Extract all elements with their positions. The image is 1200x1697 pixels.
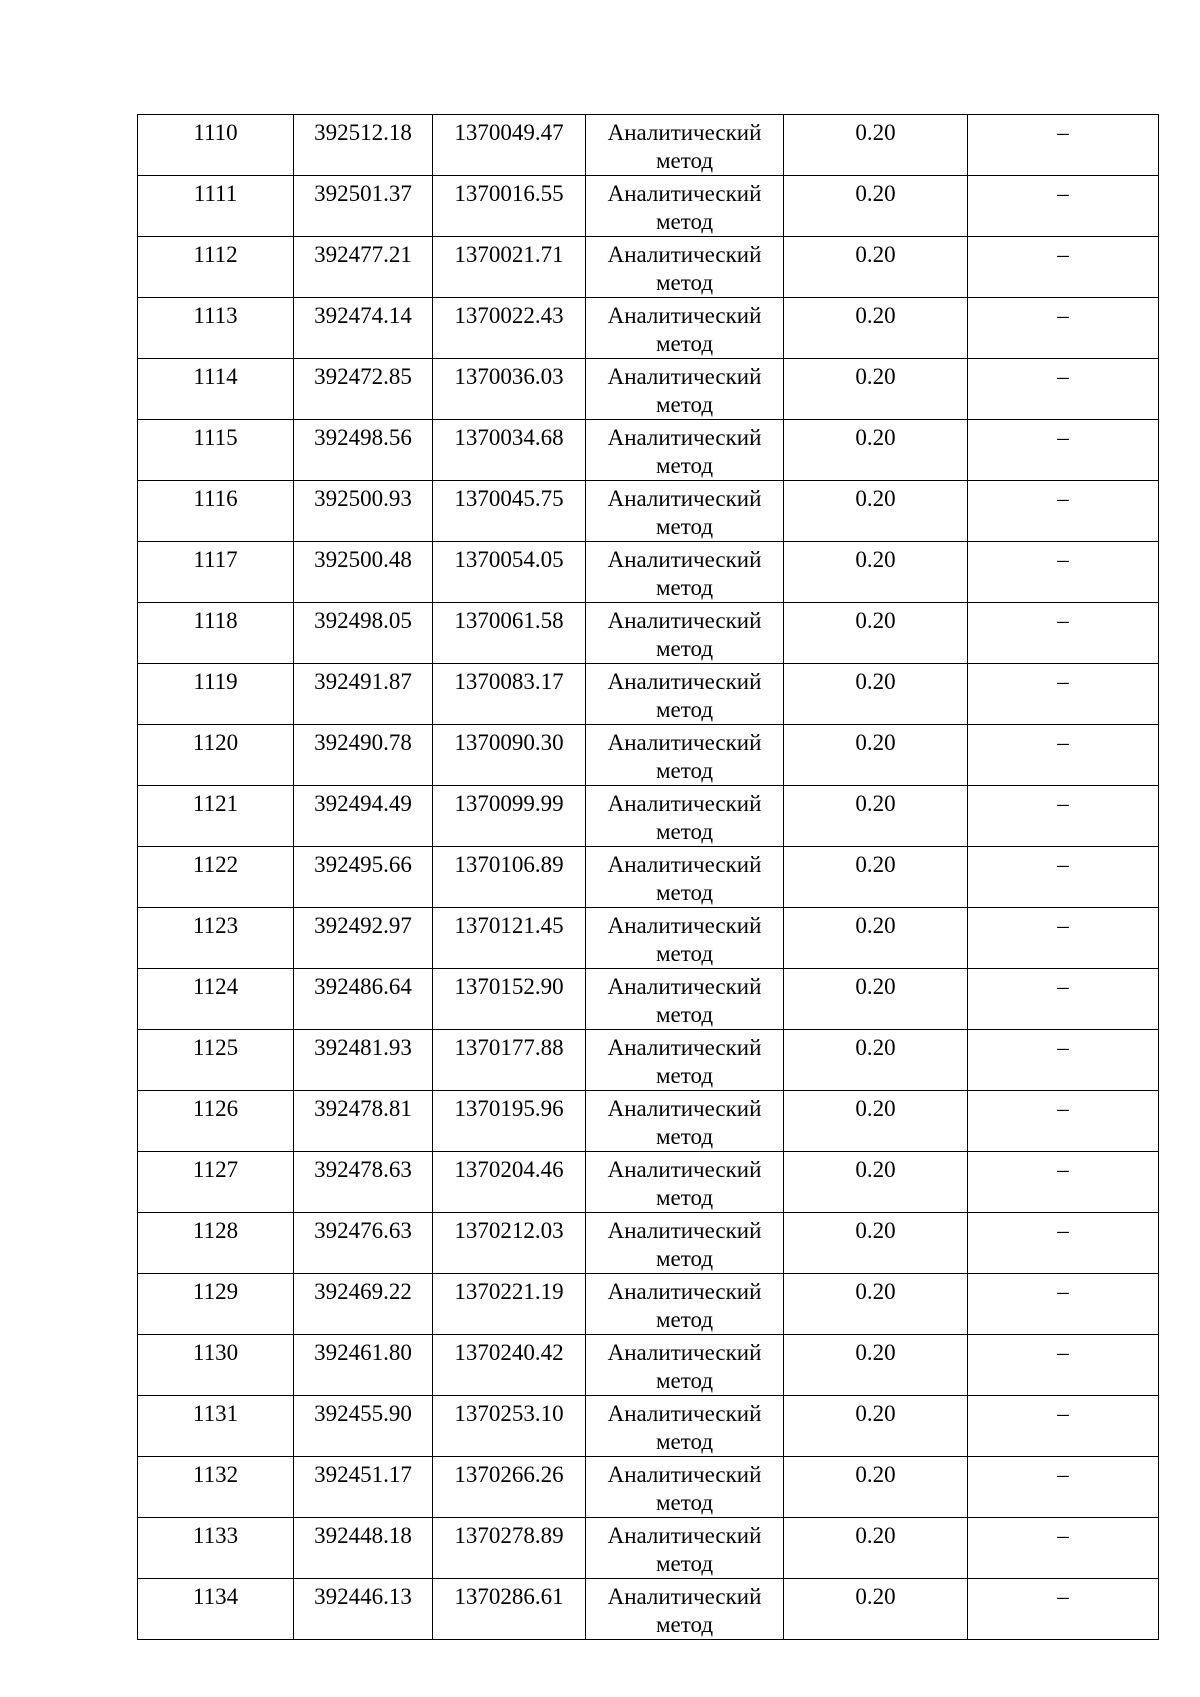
note-cell: – [968, 1213, 1159, 1274]
point-number-cell: 1127 [138, 1152, 294, 1213]
point-number-cell: 1123 [138, 908, 294, 969]
x-coordinate-cell: 392461.80 [294, 1335, 433, 1396]
table-row [138, 603, 1159, 664]
method-cell [586, 969, 784, 1030]
x-coordinate-cell: 392501.37 [294, 176, 433, 237]
method-line-1: Аналитический [607, 120, 762, 145]
table-row [138, 1457, 1159, 1518]
y-coordinate-cell: 1370195.96 [433, 1091, 586, 1152]
method-line-2: метод [655, 1063, 714, 1088]
table-row [138, 1030, 1159, 1091]
point-number-cell: 1131 [138, 1396, 294, 1457]
accuracy-cell: 0.20 [784, 725, 968, 786]
note-cell: – [968, 542, 1159, 603]
method-line-1: Аналитический [607, 974, 762, 999]
method-line-1: Аналитический [607, 181, 762, 206]
note-cell: – [968, 237, 1159, 298]
table-row [138, 481, 1159, 542]
point-number-cell: 1119 [138, 664, 294, 725]
accuracy-cell: 0.20 [784, 1518, 968, 1579]
y-coordinate-cell: 1370121.45 [433, 908, 586, 969]
y-coordinate-cell: 1370090.30 [433, 725, 586, 786]
table-row [138, 664, 1159, 725]
note-cell: – [968, 1457, 1159, 1518]
note-cell: – [968, 115, 1159, 176]
method-cell [586, 298, 784, 359]
note-cell: – [968, 420, 1159, 481]
method-line-2: метод [655, 1307, 714, 1332]
x-coordinate-cell: 392455.90 [294, 1396, 433, 1457]
method-line-2: метод [655, 209, 714, 234]
note-cell: – [968, 847, 1159, 908]
method-line-2: метод [655, 331, 714, 356]
method-line-1: Аналитический [607, 425, 762, 450]
method-cell [586, 1518, 784, 1579]
note-cell: – [968, 1518, 1159, 1579]
accuracy-cell: 0.20 [784, 603, 968, 664]
point-number-cell: 1114 [138, 359, 294, 420]
accuracy-cell: 0.20 [784, 542, 968, 603]
x-coordinate-cell: 392478.81 [294, 1091, 433, 1152]
accuracy-cell: 0.20 [784, 786, 968, 847]
y-coordinate-cell: 1370106.89 [433, 847, 586, 908]
method-cell [586, 1152, 784, 1213]
accuracy-cell: 0.20 [784, 1457, 968, 1518]
method-cell [586, 664, 784, 725]
accuracy-cell: 0.20 [784, 1213, 968, 1274]
accuracy-cell: 0.20 [784, 237, 968, 298]
method-cell [586, 1335, 784, 1396]
method-line-1: Аналитический [607, 303, 762, 328]
table-row [138, 1579, 1159, 1640]
method-cell [586, 481, 784, 542]
note-cell: – [968, 786, 1159, 847]
accuracy-cell: 0.20 [784, 1335, 968, 1396]
method-cell [586, 908, 784, 969]
point-number-cell: 1112 [138, 237, 294, 298]
method-line-2: метод [655, 1612, 714, 1637]
y-coordinate-cell: 1370212.03 [433, 1213, 586, 1274]
method-line-1: Аналитический [607, 486, 762, 511]
note-cell: – [968, 481, 1159, 542]
point-number-cell: 1117 [138, 542, 294, 603]
table-row [138, 298, 1159, 359]
y-coordinate-cell: 1370016.55 [433, 176, 586, 237]
table-row [138, 1396, 1159, 1457]
table-row [138, 908, 1159, 969]
point-number-cell: 1113 [138, 298, 294, 359]
table-row [138, 115, 1159, 176]
table-row [138, 359, 1159, 420]
point-number-cell: 1132 [138, 1457, 294, 1518]
note-cell: – [968, 176, 1159, 237]
y-coordinate-cell: 1370049.47 [433, 115, 586, 176]
coordinates-table-body [138, 115, 1159, 1640]
method-line-1: Аналитический [607, 913, 762, 938]
x-coordinate-cell: 392469.22 [294, 1274, 433, 1335]
note-cell: – [968, 664, 1159, 725]
point-number-cell: 1125 [138, 1030, 294, 1091]
method-line-2: метод [655, 880, 714, 905]
x-coordinate-cell: 392512.18 [294, 115, 433, 176]
note-cell: – [968, 603, 1159, 664]
method-line-2: метод [655, 941, 714, 966]
method-line-1: Аналитический [607, 730, 762, 755]
table-row [138, 725, 1159, 786]
point-number-cell: 1129 [138, 1274, 294, 1335]
note-cell: – [968, 908, 1159, 969]
table-row [138, 1274, 1159, 1335]
y-coordinate-cell: 1370177.88 [433, 1030, 586, 1091]
accuracy-cell: 0.20 [784, 1152, 968, 1213]
accuracy-cell: 0.20 [784, 481, 968, 542]
y-coordinate-cell: 1370240.42 [433, 1335, 586, 1396]
accuracy-cell: 0.20 [784, 1091, 968, 1152]
accuracy-cell: 0.20 [784, 420, 968, 481]
x-coordinate-cell: 392476.63 [294, 1213, 433, 1274]
method-line-2: метод [655, 575, 714, 600]
method-cell [586, 725, 784, 786]
note-cell: – [968, 969, 1159, 1030]
point-number-cell: 1133 [138, 1518, 294, 1579]
x-coordinate-cell: 392448.18 [294, 1518, 433, 1579]
table-row [138, 969, 1159, 1030]
y-coordinate-cell: 1370266.26 [433, 1457, 586, 1518]
method-line-2: метод [655, 697, 714, 722]
method-line-2: метод [655, 1124, 714, 1149]
table-row [138, 420, 1159, 481]
method-line-2: метод [655, 1368, 714, 1393]
method-line-1: Аналитический [607, 791, 762, 816]
method-line-2: метод [655, 1490, 714, 1515]
note-cell: – [968, 1579, 1159, 1640]
x-coordinate-cell: 392451.17 [294, 1457, 433, 1518]
method-cell [586, 1213, 784, 1274]
accuracy-cell: 0.20 [784, 1274, 968, 1335]
method-line-1: Аналитический [607, 1584, 762, 1609]
method-cell [586, 603, 784, 664]
point-number-cell: 1110 [138, 115, 294, 176]
accuracy-cell: 0.20 [784, 1579, 968, 1640]
method-cell [586, 1274, 784, 1335]
y-coordinate-cell: 1370204.46 [433, 1152, 586, 1213]
accuracy-cell: 0.20 [784, 1030, 968, 1091]
y-coordinate-cell: 1370083.17 [433, 664, 586, 725]
method-cell [586, 847, 784, 908]
table-row [138, 786, 1159, 847]
method-line-2: метод [655, 1429, 714, 1454]
y-coordinate-cell: 1370278.89 [433, 1518, 586, 1579]
method-line-2: метод [655, 1246, 714, 1271]
note-cell: – [968, 1396, 1159, 1457]
method-line-2: метод [655, 514, 714, 539]
x-coordinate-cell: 392498.56 [294, 420, 433, 481]
note-cell: – [968, 1274, 1159, 1335]
method-cell [586, 1396, 784, 1457]
x-coordinate-cell: 392481.93 [294, 1030, 433, 1091]
method-line-1: Аналитический [607, 1279, 762, 1304]
note-cell: – [968, 1335, 1159, 1396]
table-row [138, 1213, 1159, 1274]
method-line-1: Аналитический [607, 1096, 762, 1121]
note-cell: – [968, 1030, 1159, 1091]
y-coordinate-cell: 1370022.43 [433, 298, 586, 359]
method-line-2: метод [655, 819, 714, 844]
point-number-cell: 1128 [138, 1213, 294, 1274]
method-line-2: метод [655, 1551, 714, 1576]
accuracy-cell: 0.20 [784, 908, 968, 969]
method-cell [586, 786, 784, 847]
x-coordinate-cell: 392446.13 [294, 1579, 433, 1640]
table-row [138, 1091, 1159, 1152]
method-cell [586, 1579, 784, 1640]
table-row [138, 542, 1159, 603]
point-number-cell: 1115 [138, 420, 294, 481]
y-coordinate-cell: 1370286.61 [433, 1579, 586, 1640]
method-cell [586, 542, 784, 603]
note-cell: – [968, 298, 1159, 359]
point-number-cell: 1134 [138, 1579, 294, 1640]
x-coordinate-cell: 392498.05 [294, 603, 433, 664]
accuracy-cell: 0.20 [784, 359, 968, 420]
point-number-cell: 1121 [138, 786, 294, 847]
accuracy-cell: 0.20 [784, 664, 968, 725]
method-line-1: Аналитический [607, 1035, 762, 1060]
method-line-2: метод [655, 270, 714, 295]
method-line-2: метод [655, 392, 714, 417]
y-coordinate-cell: 1370152.90 [433, 969, 586, 1030]
y-coordinate-cell: 1370045.75 [433, 481, 586, 542]
y-coordinate-cell: 1370021.71 [433, 237, 586, 298]
method-line-1: Аналитический [607, 608, 762, 633]
coordinates-table [137, 114, 1159, 1640]
x-coordinate-cell: 392477.21 [294, 237, 433, 298]
accuracy-cell: 0.20 [784, 847, 968, 908]
method-line-1: Аналитический [607, 669, 762, 694]
y-coordinate-cell: 1370036.03 [433, 359, 586, 420]
table-row [138, 1152, 1159, 1213]
x-coordinate-cell: 392486.64 [294, 969, 433, 1030]
accuracy-cell: 0.20 [784, 1396, 968, 1457]
point-number-cell: 1122 [138, 847, 294, 908]
method-cell [586, 420, 784, 481]
point-number-cell: 1116 [138, 481, 294, 542]
x-coordinate-cell: 392500.48 [294, 542, 433, 603]
x-coordinate-cell: 392495.66 [294, 847, 433, 908]
point-number-cell: 1118 [138, 603, 294, 664]
method-cell [586, 115, 784, 176]
table-row [138, 847, 1159, 908]
note-cell: – [968, 359, 1159, 420]
method-cell [586, 359, 784, 420]
x-coordinate-cell: 392490.78 [294, 725, 433, 786]
method-line-2: метод [655, 148, 714, 173]
y-coordinate-cell: 1370099.99 [433, 786, 586, 847]
x-coordinate-cell: 392478.63 [294, 1152, 433, 1213]
accuracy-cell: 0.20 [784, 298, 968, 359]
table-row [138, 176, 1159, 237]
point-number-cell: 1124 [138, 969, 294, 1030]
note-cell: – [968, 725, 1159, 786]
point-number-cell: 1126 [138, 1091, 294, 1152]
method-line-1: Аналитический [607, 364, 762, 389]
accuracy-cell: 0.20 [784, 176, 968, 237]
method-cell [586, 1457, 784, 1518]
table-row [138, 1518, 1159, 1579]
x-coordinate-cell: 392474.14 [294, 298, 433, 359]
method-line-2: метод [655, 1002, 714, 1027]
table-row [138, 237, 1159, 298]
method-line-2: метод [655, 453, 714, 478]
note-cell: – [968, 1091, 1159, 1152]
method-line-1: Аналитический [607, 1523, 762, 1548]
method-line-1: Аналитический [607, 1218, 762, 1243]
point-number-cell: 1130 [138, 1335, 294, 1396]
method-cell [586, 237, 784, 298]
x-coordinate-cell: 392472.85 [294, 359, 433, 420]
method-line-2: метод [655, 636, 714, 661]
x-coordinate-cell: 392492.97 [294, 908, 433, 969]
method-line-1: Аналитический [607, 1157, 762, 1182]
method-line-1: Аналитический [607, 852, 762, 877]
method-line-1: Аналитический [607, 547, 762, 572]
x-coordinate-cell: 392491.87 [294, 664, 433, 725]
y-coordinate-cell: 1370061.58 [433, 603, 586, 664]
point-number-cell: 1120 [138, 725, 294, 786]
table-row [138, 1335, 1159, 1396]
y-coordinate-cell: 1370221.19 [433, 1274, 586, 1335]
accuracy-cell: 0.20 [784, 969, 968, 1030]
y-coordinate-cell: 1370034.68 [433, 420, 586, 481]
y-coordinate-cell: 1370054.05 [433, 542, 586, 603]
accuracy-cell: 0.20 [784, 115, 968, 176]
y-coordinate-cell: 1370253.10 [433, 1396, 586, 1457]
x-coordinate-cell: 392500.93 [294, 481, 433, 542]
method-line-1: Аналитический [607, 1462, 762, 1487]
method-cell [586, 1030, 784, 1091]
method-line-2: метод [655, 1185, 714, 1210]
method-cell [586, 176, 784, 237]
method-line-1: Аналитический [607, 1401, 762, 1426]
method-line-1: Аналитический [607, 1340, 762, 1365]
point-number-cell: 1111 [138, 176, 294, 237]
method-line-1: Аналитический [607, 242, 762, 267]
method-cell [586, 1091, 784, 1152]
method-line-2: метод [655, 758, 714, 783]
x-coordinate-cell: 392494.49 [294, 786, 433, 847]
note-cell: – [968, 1152, 1159, 1213]
